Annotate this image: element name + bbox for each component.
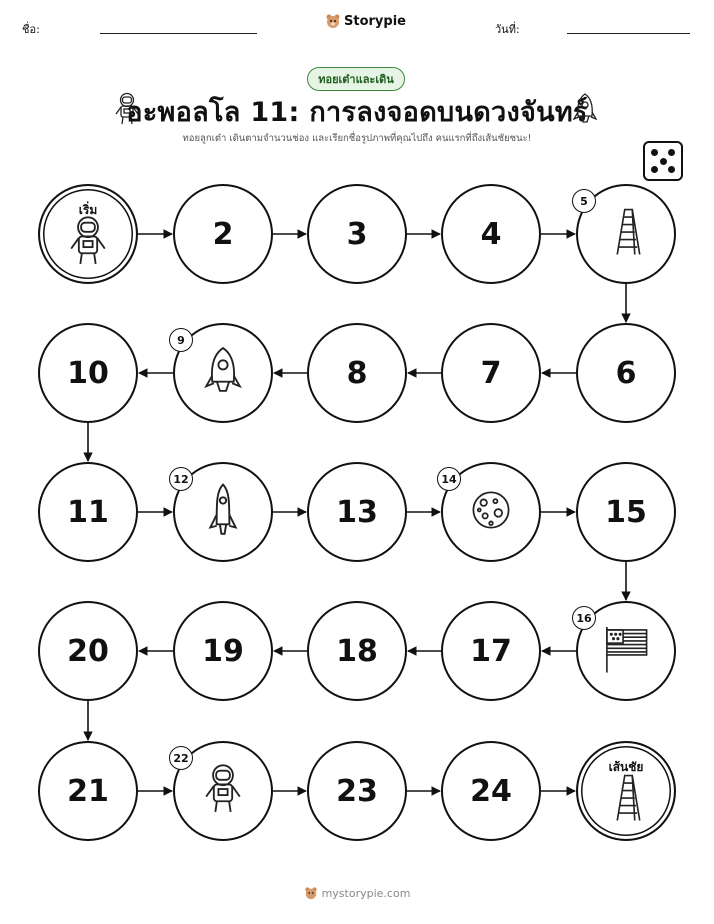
space-number: 7 (480, 355, 502, 391)
space-number: 23 (336, 773, 378, 809)
board-space-8 (307, 323, 407, 423)
ladder-icon (607, 773, 645, 827)
board-space-15 (576, 462, 676, 562)
space-number: 10 (67, 355, 109, 391)
space-number: 2 (212, 216, 234, 252)
space-number-badge: 12 (169, 467, 193, 491)
instructions: ทอยลูกเต๋า เดินตามจำนวนช่อง และเรียกชื่อรูปภาพที่คุณไปถึง คนแรกที่ถึงเส้นชัยชนะ! (182, 133, 532, 144)
space-number-badge: 9 (169, 328, 193, 352)
board-space-13 (307, 462, 407, 562)
space-number: 8 (346, 355, 368, 391)
footer (0, 886, 714, 900)
board-space-10 (38, 323, 138, 423)
moon-icon (469, 488, 513, 536)
name-label: ชื่อ: (22, 23, 40, 36)
space-number-badge: 5 (572, 189, 596, 213)
bear-icon (304, 886, 318, 900)
board-space-11 (38, 462, 138, 562)
space-number: 19 (202, 633, 244, 669)
board-space-21 (38, 741, 138, 841)
footer-url[interactable]: mystorypie.com (321, 886, 411, 900)
board-space-19 (173, 601, 273, 701)
astronaut-icon (66, 215, 110, 271)
space-number: 6 (615, 355, 637, 391)
page-title: อะพอลโล 11: การลงจอดบนดวงจันทร์ (126, 97, 588, 128)
space-number: 24 (470, 773, 512, 809)
board-space-17 (441, 601, 541, 701)
brand-name: Storypie (344, 13, 406, 29)
space-number-badge: 22 (169, 746, 193, 770)
board-space-3 (307, 184, 407, 284)
astronaut-icon (201, 763, 245, 819)
space-number: 15 (605, 494, 647, 530)
ladder-icon (607, 207, 645, 261)
flag-icon (601, 624, 651, 678)
space-number: 18 (336, 633, 378, 669)
space-number: 13 (336, 494, 378, 530)
start-label: เริ่ม (78, 203, 98, 217)
date-label: วันที่: (495, 23, 520, 36)
board-space-24 (441, 741, 541, 841)
space-number: 17 (470, 633, 512, 669)
space-number-badge: 14 (437, 467, 461, 491)
rocket-icon (207, 483, 239, 541)
space-number-badge: 16 (572, 606, 596, 630)
board-space-2 (173, 184, 273, 284)
space-number: 4 (480, 216, 502, 252)
space-number: 3 (346, 216, 368, 252)
board-space-6 (576, 323, 676, 423)
space-number: 11 (67, 494, 109, 530)
start-space (38, 184, 138, 284)
board-space-18 (307, 601, 407, 701)
board-space-4 (441, 184, 541, 284)
board-space-23 (307, 741, 407, 841)
board-space-20 (38, 601, 138, 701)
finish-space (576, 741, 676, 841)
board-space-7 (441, 323, 541, 423)
game-type-tag: ทอยเต๋าและเดิน (307, 67, 405, 91)
finish-label: เส้นชัย (608, 760, 644, 774)
space-number: 21 (67, 773, 109, 809)
space-number: 20 (67, 633, 109, 669)
capsule-icon (201, 345, 245, 401)
